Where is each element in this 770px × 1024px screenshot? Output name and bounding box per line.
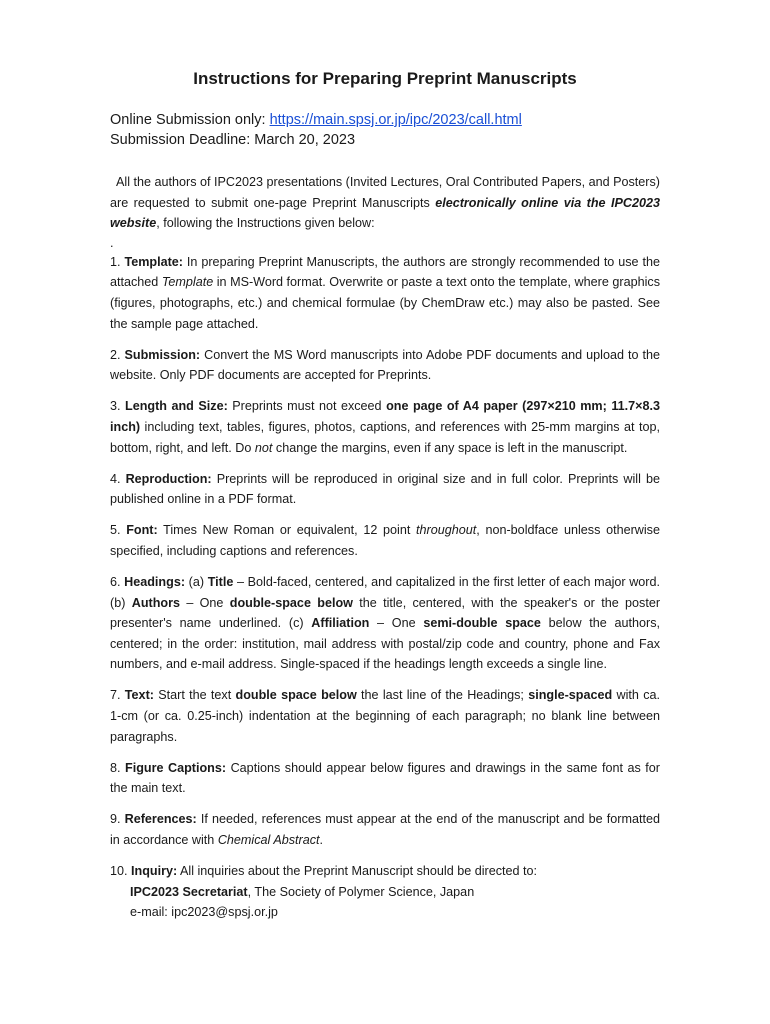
item-italic: not [254,440,273,455]
item-text: Preprints must not exceed [227,399,387,414]
item-text: All inquiries about the Preprint Manuscript should be directed to: [177,864,538,879]
item-template [110,252,660,334]
item-heading: Headings: [124,575,186,589]
item-number: 10. [110,864,132,879]
item-heading: Template: [124,254,183,269]
item-text-rule [110,685,660,747]
item-heading: Submission: [124,347,201,362]
item-text: the title, centered, with the speaker's or the poster presenter's name underlined. (c) [110,595,661,631]
item-bold: Affiliation [311,616,370,631]
item-number: 8. [110,760,126,775]
contact-email: e-mail: ipc2023@spsj.or.jp [130,905,278,920]
item-references [110,809,660,850]
item-number: 9. [110,812,125,827]
item-bold: double-space below [229,595,353,610]
instructions-body [110,172,660,923]
item-figure-captions [110,758,660,799]
item-text: (a) [185,575,208,589]
item-length-size [110,396,660,458]
item-text: – Bold-faced, centered, and capitalized in the first letter of each major word. (b) [110,575,660,610]
item-number: 2. [110,347,125,362]
contact-organization [110,882,660,903]
item-number: 4. [110,471,126,486]
item-heading: Text: [124,688,154,703]
item-number: 6. [110,575,125,589]
item-bold: single-spaced [528,688,613,703]
item-heading: Length and Size: [125,399,228,414]
item-heading: Font: [126,523,158,538]
document-title: Instructions for Preparing Preprint Manuscripts [193,69,577,88]
item-headings [110,572,660,675]
item-text: Preprints will be reproduced in original size and in full color. Preprints will be published online in a PDF format. [110,471,660,507]
submission-line [110,112,522,128]
item-text: Convert the MS Word manuscripts into Adobe PDF documents and upload to the website. Only PDF documents are accepted for Preprints. [110,347,660,383]
item-number: 1. [110,254,125,269]
item-number: 3. [110,399,126,414]
item-text: , non-boldface unless otherwise specified, including captions and references. [110,523,660,558]
intro-text-end: , following the Instructions given below: [156,216,375,231]
organization-name: IPC2023 Secretariat [130,884,248,899]
item-text: If needed, references must appear at the end of the manuscript and be formatted in accordance with [110,812,660,848]
item-text: in MS-Word format. Overwrite or paste a text onto the template, where graphics (figures, photographs, etc.) and chemical formulae (by ChemDraw etc.) may also be pasted. See the sample page attached. [110,275,660,331]
item-text: below the authors, centered; in the order: institution, mail address with postal/zip code and country, phone and Fax numbers, and e-mail address. Single-spaced if the headings length exceeds a single line. [110,616,660,672]
item-font [110,520,660,561]
item-bold: Title [207,575,234,589]
item-text: Start the text [153,688,236,703]
item-bold: Authors [131,595,180,610]
item-inquiry [110,861,660,882]
intro-emphasis: electronically online via the IPC2023 website [110,195,661,231]
item-text: In preparing Preprint Manuscripts, the authors are strongly recommended to use the attached [110,254,660,290]
submission-link[interactable]: https://main.spsj.or.jp/ipc/2023/call.html [269,112,522,128]
item-heading: References: [124,812,197,827]
item-number: 7. [110,688,125,703]
item-text: – One [180,595,230,610]
intro-text: All the authors of IPC2023 presentations (Invited Lectures, Oral Contributed Papers, and Posters) are requested to submit one-page Preprint Manuscripts [110,175,660,210]
intro-paragraph [110,172,660,234]
item-text: change the margins, even if any space is left in the manuscript. [272,440,628,455]
item-reproduction [110,469,660,510]
item-heading: Figure Captions: [125,760,227,775]
item-text: Captions should appear below figures and drawings in the same font as for the main text. [110,760,660,796]
item-text: including text, tables, figures, photos, captions, and references with 25-mm margins at top, bottom, right, and left. Do [110,419,660,455]
item-heading: Inquiry: [131,864,178,879]
item-text: the last line of the Headings; [356,688,529,703]
item-italic: Chemical Abstract [217,833,320,848]
item-italic: throughout [416,523,477,538]
item-heading: Reproduction: [125,471,212,486]
item-text: Times New Roman or equivalent, 12 point [157,523,417,538]
item-bold: one page of A4 paper (297×210 mm; 11.7×8.3 inch) [110,399,660,434]
item-text: with ca. 1-cm (or ca. 0.25-inch) indentation at the beginning of each paragraph; no blank line between paragraphs. [110,688,660,744]
submission-deadline: Submission Deadline: March 20, 2023 [110,132,356,148]
submission-label: Online Submission only: [110,112,270,128]
organization-detail: , The Society of Polymer Science, Japan [247,884,475,899]
item-submission [110,345,660,386]
intro-dot: . [110,235,114,250]
item-text: – One [369,616,424,631]
item-bold: double space below [235,688,357,703]
item-italic: Template [161,275,214,290]
item-number: 5. [110,523,127,538]
item-text: . [319,833,324,848]
item-bold: semi-double space [423,616,541,631]
